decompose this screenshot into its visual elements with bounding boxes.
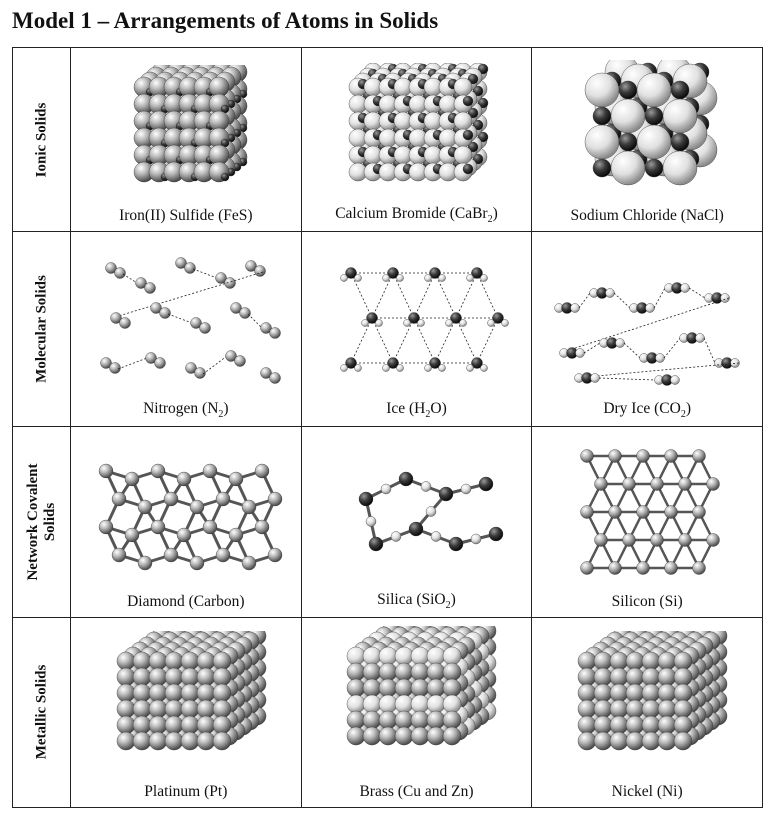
cell-ice: Ice $(H_2O)$ [301, 232, 532, 427]
silica-network-icon [316, 449, 516, 589]
cell-nickel: Nickel (Ni) [532, 617, 763, 807]
cell-brass: Brass (Cu and Zn) [301, 617, 532, 807]
brass-lattice-icon [331, 626, 501, 781]
silicon-network-icon [567, 441, 727, 591]
cell-diamond: Diamond (Carbon) [71, 427, 302, 617]
cell-nacl: Sodium Chloride (NaCl) [532, 48, 763, 232]
cell-silicon: Silicon (Si) [532, 427, 763, 617]
row-label-metallic: Metallic Solids [13, 617, 71, 807]
cell-silica: Silica (SiO$_2$) [301, 427, 532, 617]
cell-cabr2: Calcium Bromide (CaBr$_2$) [301, 48, 532, 232]
row-label-molecular: Molecular Solids [13, 232, 71, 427]
table-row [13, 617, 763, 807]
nitrogen-molecules-icon [81, 248, 291, 398]
cell-dry-ice: Dry Ice $(CO_2)$ [532, 232, 763, 427]
solids-table [12, 47, 763, 808]
nickel-lattice-icon [562, 631, 732, 781]
cell-nitrogen: Nitrogen $(N_2)$ [71, 232, 302, 427]
table-row [13, 232, 763, 427]
diamond-network-icon [86, 451, 286, 591]
platinum-lattice-icon [101, 631, 271, 781]
table-row [13, 48, 763, 232]
row-label-ionic: Ionic Solids [13, 48, 71, 232]
cell-fes: Iron(II) Sulfide (FeS) [71, 48, 302, 232]
cell-platinum: Platinum (Pt) [71, 617, 302, 807]
page-title: Model 1 – Arrangements of Atoms in Solids [12, 8, 439, 33]
row-label-network-covalent: Network Covalent Solids [13, 427, 71, 617]
ionic-lattice-cabr2-icon [336, 63, 496, 203]
ice-hexagonal-icon [316, 248, 516, 398]
dry-ice-molecules-icon [547, 268, 747, 398]
ionic-lattice-nacl-icon [567, 60, 727, 205]
table-row [13, 427, 763, 617]
ionic-lattice-fes-icon [116, 65, 256, 205]
